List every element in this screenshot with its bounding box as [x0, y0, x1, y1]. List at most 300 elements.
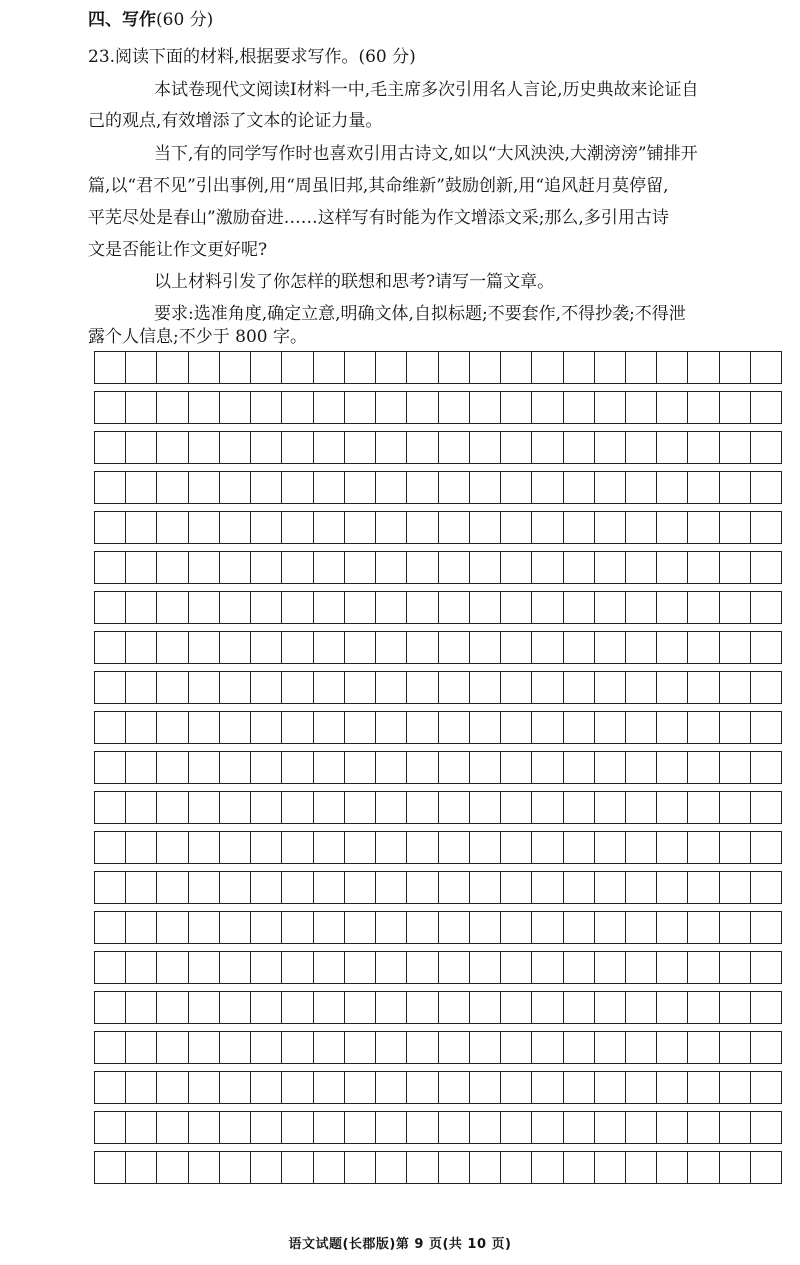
grid-cell[interactable] [156, 872, 187, 903]
grid-cell[interactable] [656, 752, 687, 783]
grid-cell[interactable] [125, 872, 156, 903]
grid-cell[interactable] [531, 872, 562, 903]
grid-cell[interactable] [500, 912, 531, 943]
grid-cell[interactable] [594, 992, 625, 1023]
grid-cell[interactable] [156, 712, 187, 743]
grid-cell[interactable] [531, 992, 562, 1023]
grid-cell[interactable] [313, 432, 344, 463]
grid-cell[interactable] [563, 1112, 594, 1143]
grid-cell[interactable] [219, 1152, 250, 1183]
grid-cell[interactable] [375, 1032, 406, 1063]
grid-cell[interactable] [313, 672, 344, 703]
grid-cell[interactable] [219, 592, 250, 623]
grid-cell[interactable] [125, 672, 156, 703]
grid-cell[interactable] [438, 792, 469, 823]
grid-cell[interactable] [250, 1152, 281, 1183]
grid-cell[interactable] [719, 512, 750, 543]
grid-cell[interactable] [469, 712, 500, 743]
grid-cell[interactable] [219, 472, 250, 503]
grid-cell[interactable] [406, 1032, 437, 1063]
grid-cell[interactable] [750, 912, 782, 943]
grid-cell[interactable] [406, 912, 437, 943]
grid-cell[interactable] [188, 1152, 219, 1183]
grid-cell[interactable] [531, 1072, 562, 1103]
grid-cell[interactable] [719, 832, 750, 863]
grid-cell[interactable] [500, 832, 531, 863]
grid-cell[interactable] [344, 992, 375, 1023]
grid-cell[interactable] [313, 712, 344, 743]
grid-cell[interactable] [406, 712, 437, 743]
grid-cell[interactable] [250, 1032, 281, 1063]
grid-cell[interactable] [500, 352, 531, 383]
grid-cell[interactable] [281, 592, 312, 623]
grid-cell[interactable] [344, 672, 375, 703]
grid-cell[interactable] [250, 592, 281, 623]
grid-cell[interactable] [281, 952, 312, 983]
grid-cell[interactable] [625, 1072, 656, 1103]
grid-cell[interactable] [719, 1072, 750, 1103]
grid-cell[interactable] [469, 1072, 500, 1103]
grid-cell[interactable] [188, 1072, 219, 1103]
grid-cell[interactable] [406, 472, 437, 503]
grid-cell[interactable] [375, 352, 406, 383]
grid-cell[interactable] [344, 1072, 375, 1103]
grid-cell[interactable] [375, 552, 406, 583]
grid-cell[interactable] [156, 632, 187, 663]
grid-cell[interactable] [687, 992, 718, 1023]
grid-cell[interactable] [125, 512, 156, 543]
grid-cell[interactable] [219, 712, 250, 743]
grid-cell[interactable] [250, 832, 281, 863]
grid-cell[interactable] [188, 832, 219, 863]
grid-cell[interactable] [438, 712, 469, 743]
grid-cell[interactable] [469, 632, 500, 663]
grid-cell[interactable] [656, 672, 687, 703]
grid-cell[interactable] [313, 592, 344, 623]
grid-cell[interactable] [750, 672, 782, 703]
grid-cell[interactable] [156, 392, 187, 423]
grid-cell[interactable] [594, 392, 625, 423]
grid-cell[interactable] [750, 1112, 782, 1143]
grid-cell[interactable] [687, 792, 718, 823]
grid-cell[interactable] [281, 352, 312, 383]
grid-cell[interactable] [281, 512, 312, 543]
grid-cell[interactable] [375, 872, 406, 903]
grid-cell[interactable] [281, 912, 312, 943]
grid-cell[interactable] [594, 712, 625, 743]
grid-cell[interactable] [719, 1112, 750, 1143]
grid-cell[interactable] [500, 712, 531, 743]
grid-cell[interactable] [687, 472, 718, 503]
grid-cell[interactable] [500, 792, 531, 823]
grid-cell[interactable] [313, 912, 344, 943]
grid-cell[interactable] [594, 632, 625, 663]
grid-cell[interactable] [94, 1112, 125, 1143]
grid-cell[interactable] [594, 1112, 625, 1143]
grid-cell[interactable] [281, 472, 312, 503]
grid-cell[interactable] [406, 1072, 437, 1103]
grid-cell[interactable] [687, 392, 718, 423]
grid-cell[interactable] [313, 1032, 344, 1063]
grid-cell[interactable] [281, 872, 312, 903]
grid-cell[interactable] [531, 912, 562, 943]
grid-cell[interactable] [344, 1032, 375, 1063]
grid-cell[interactable] [594, 752, 625, 783]
grid-cell[interactable] [250, 352, 281, 383]
grid-cell[interactable] [156, 1032, 187, 1063]
grid-cell[interactable] [750, 432, 782, 463]
grid-cell[interactable] [500, 1152, 531, 1183]
grid-cell[interactable] [500, 1112, 531, 1143]
grid-cell[interactable] [625, 832, 656, 863]
grid-cell[interactable] [125, 432, 156, 463]
grid-cell[interactable] [469, 992, 500, 1023]
grid-cell[interactable] [188, 392, 219, 423]
grid-cell[interactable] [750, 952, 782, 983]
grid-cell[interactable] [594, 552, 625, 583]
grid-cell[interactable] [438, 912, 469, 943]
grid-cell[interactable] [563, 912, 594, 943]
grid-cell[interactable] [469, 752, 500, 783]
grid-cell[interactable] [250, 512, 281, 543]
grid-cell[interactable] [625, 592, 656, 623]
grid-cell[interactable] [156, 592, 187, 623]
grid-cell[interactable] [281, 712, 312, 743]
grid-cell[interactable] [750, 872, 782, 903]
grid-cell[interactable] [125, 952, 156, 983]
grid-cell[interactable] [406, 1152, 437, 1183]
grid-cell[interactable] [438, 1032, 469, 1063]
grid-cell[interactable] [656, 1072, 687, 1103]
grid-cell[interactable] [281, 632, 312, 663]
grid-cell[interactable] [250, 952, 281, 983]
grid-cell[interactable] [219, 432, 250, 463]
writing-grid[interactable] [94, 351, 782, 1191]
grid-cell[interactable] [750, 592, 782, 623]
grid-cell[interactable] [531, 552, 562, 583]
grid-cell[interactable] [500, 392, 531, 423]
grid-cell[interactable] [625, 872, 656, 903]
grid-cell[interactable] [313, 472, 344, 503]
grid-cell[interactable] [156, 672, 187, 703]
grid-cell[interactable] [750, 472, 782, 503]
grid-cell[interactable] [406, 352, 437, 383]
grid-cell[interactable] [687, 432, 718, 463]
grid-cell[interactable] [625, 792, 656, 823]
grid-cell[interactable] [656, 1152, 687, 1183]
grid-cell[interactable] [188, 752, 219, 783]
grid-cell[interactable] [125, 472, 156, 503]
grid-cell[interactable] [625, 392, 656, 423]
grid-cell[interactable] [94, 832, 125, 863]
grid-cell[interactable] [500, 632, 531, 663]
grid-cell[interactable] [563, 512, 594, 543]
grid-cell[interactable] [219, 392, 250, 423]
grid-cell[interactable] [594, 1152, 625, 1183]
grid-cell[interactable] [625, 632, 656, 663]
grid-cell[interactable] [563, 592, 594, 623]
grid-cell[interactable] [94, 1032, 125, 1063]
grid-cell[interactable] [719, 432, 750, 463]
grid-cell[interactable] [156, 992, 187, 1023]
grid-cell[interactable] [406, 792, 437, 823]
grid-cell[interactable] [250, 672, 281, 703]
grid-cell[interactable] [406, 392, 437, 423]
grid-cell[interactable] [375, 992, 406, 1023]
grid-cell[interactable] [563, 712, 594, 743]
grid-cell[interactable] [469, 552, 500, 583]
grid-cell[interactable] [219, 752, 250, 783]
grid-cell[interactable] [563, 872, 594, 903]
grid-cell[interactable] [344, 632, 375, 663]
grid-cell[interactable] [188, 952, 219, 983]
grid-cell[interactable] [531, 1152, 562, 1183]
grid-cell[interactable] [656, 992, 687, 1023]
grid-cell[interactable] [406, 592, 437, 623]
grid-cell[interactable] [281, 992, 312, 1023]
grid-cell[interactable] [94, 792, 125, 823]
grid-cell[interactable] [531, 832, 562, 863]
grid-cell[interactable] [719, 352, 750, 383]
grid-cell[interactable] [313, 352, 344, 383]
grid-cell[interactable] [250, 912, 281, 943]
grid-cell[interactable] [250, 712, 281, 743]
grid-cell[interactable] [625, 1112, 656, 1143]
grid-cell[interactable] [125, 832, 156, 863]
grid-cell[interactable] [438, 552, 469, 583]
grid-cell[interactable] [500, 672, 531, 703]
grid-cell[interactable] [375, 952, 406, 983]
grid-cell[interactable] [219, 992, 250, 1023]
grid-cell[interactable] [375, 472, 406, 503]
grid-cell[interactable] [500, 512, 531, 543]
grid-cell[interactable] [438, 832, 469, 863]
grid-cell[interactable] [750, 392, 782, 423]
grid-cell[interactable] [94, 352, 125, 383]
grid-cell[interactable] [344, 792, 375, 823]
grid-cell[interactable] [563, 672, 594, 703]
grid-cell[interactable] [687, 832, 718, 863]
grid-cell[interactable] [656, 632, 687, 663]
grid-cell[interactable] [344, 352, 375, 383]
grid-cell[interactable] [281, 1152, 312, 1183]
grid-cell[interactable] [125, 752, 156, 783]
grid-cell[interactable] [219, 512, 250, 543]
grid-cell[interactable] [500, 952, 531, 983]
grid-cell[interactable] [656, 1112, 687, 1143]
grid-cell[interactable] [594, 432, 625, 463]
grid-cell[interactable] [438, 1072, 469, 1103]
grid-cell[interactable] [625, 1152, 656, 1183]
grid-cell[interactable] [594, 792, 625, 823]
grid-cell[interactable] [188, 672, 219, 703]
grid-cell[interactable] [531, 512, 562, 543]
grid-cell[interactable] [563, 832, 594, 863]
grid-cell[interactable] [250, 992, 281, 1023]
grid-cell[interactable] [281, 1112, 312, 1143]
grid-cell[interactable] [594, 832, 625, 863]
grid-cell[interactable] [594, 672, 625, 703]
grid-cell[interactable] [219, 912, 250, 943]
grid-cell[interactable] [94, 672, 125, 703]
grid-cell[interactable] [687, 352, 718, 383]
grid-cell[interactable] [188, 352, 219, 383]
grid-cell[interactable] [188, 1112, 219, 1143]
grid-cell[interactable] [125, 912, 156, 943]
grid-cell[interactable] [94, 752, 125, 783]
grid-cell[interactable] [406, 752, 437, 783]
grid-cell[interactable] [281, 432, 312, 463]
grid-cell[interactable] [500, 752, 531, 783]
grid-cell[interactable] [125, 392, 156, 423]
grid-cell[interactable] [687, 712, 718, 743]
grid-cell[interactable] [313, 552, 344, 583]
grid-cell[interactable] [656, 352, 687, 383]
grid-cell[interactable] [531, 952, 562, 983]
grid-cell[interactable] [406, 672, 437, 703]
grid-cell[interactable] [281, 1072, 312, 1103]
grid-cell[interactable] [344, 552, 375, 583]
grid-cell[interactable] [188, 1032, 219, 1063]
grid-cell[interactable] [188, 872, 219, 903]
grid-cell[interactable] [156, 832, 187, 863]
grid-cell[interactable] [594, 872, 625, 903]
grid-cell[interactable] [344, 952, 375, 983]
grid-cell[interactable] [469, 912, 500, 943]
grid-cell[interactable] [94, 552, 125, 583]
grid-cell[interactable] [156, 352, 187, 383]
grid-cell[interactable] [656, 712, 687, 743]
grid-cell[interactable] [719, 992, 750, 1023]
grid-cell[interactable] [531, 1032, 562, 1063]
grid-cell[interactable] [687, 952, 718, 983]
grid-cell[interactable] [313, 1072, 344, 1103]
grid-cell[interactable] [594, 1032, 625, 1063]
grid-cell[interactable] [219, 632, 250, 663]
grid-cell[interactable] [344, 712, 375, 743]
grid-cell[interactable] [156, 752, 187, 783]
grid-cell[interactable] [94, 472, 125, 503]
grid-cell[interactable] [687, 512, 718, 543]
grid-cell[interactable] [156, 952, 187, 983]
grid-cell[interactable] [281, 672, 312, 703]
grid-cell[interactable] [188, 992, 219, 1023]
grid-cell[interactable] [656, 392, 687, 423]
grid-cell[interactable] [469, 1112, 500, 1143]
grid-cell[interactable] [563, 472, 594, 503]
grid-cell[interactable] [500, 432, 531, 463]
grid-cell[interactable] [313, 1152, 344, 1183]
grid-cell[interactable] [188, 472, 219, 503]
grid-cell[interactable] [406, 552, 437, 583]
grid-cell[interactable] [344, 512, 375, 543]
grid-cell[interactable] [406, 432, 437, 463]
grid-cell[interactable] [219, 952, 250, 983]
grid-cell[interactable] [531, 592, 562, 623]
grid-cell[interactable] [344, 592, 375, 623]
grid-cell[interactable] [531, 1112, 562, 1143]
grid-cell[interactable] [750, 552, 782, 583]
grid-cell[interactable] [594, 952, 625, 983]
grid-cell[interactable] [344, 912, 375, 943]
grid-cell[interactable] [531, 392, 562, 423]
grid-cell[interactable] [687, 1112, 718, 1143]
grid-cell[interactable] [656, 552, 687, 583]
grid-cell[interactable] [531, 472, 562, 503]
grid-cell[interactable] [563, 632, 594, 663]
grid-cell[interactable] [750, 1152, 782, 1183]
grid-cell[interactable] [250, 1072, 281, 1103]
grid-cell[interactable] [719, 712, 750, 743]
grid-cell[interactable] [313, 792, 344, 823]
grid-cell[interactable] [188, 432, 219, 463]
grid-cell[interactable] [250, 1112, 281, 1143]
grid-cell[interactable] [719, 552, 750, 583]
grid-cell[interactable] [375, 1112, 406, 1143]
grid-cell[interactable] [656, 472, 687, 503]
grid-cell[interactable] [563, 1072, 594, 1103]
grid-cell[interactable] [219, 832, 250, 863]
grid-cell[interactable] [687, 632, 718, 663]
grid-cell[interactable] [625, 952, 656, 983]
grid-cell[interactable] [687, 1032, 718, 1063]
grid-cell[interactable] [687, 912, 718, 943]
grid-cell[interactable] [94, 912, 125, 943]
grid-cell[interactable] [219, 1112, 250, 1143]
grid-cell[interactable] [563, 1152, 594, 1183]
grid-cell[interactable] [750, 712, 782, 743]
grid-cell[interactable] [531, 792, 562, 823]
grid-cell[interactable] [656, 872, 687, 903]
grid-cell[interactable] [156, 912, 187, 943]
grid-cell[interactable] [625, 1032, 656, 1063]
grid-cell[interactable] [594, 352, 625, 383]
grid-cell[interactable] [563, 752, 594, 783]
grid-cell[interactable] [438, 952, 469, 983]
grid-cell[interactable] [719, 1152, 750, 1183]
grid-cell[interactable] [125, 592, 156, 623]
grid-cell[interactable] [469, 792, 500, 823]
grid-cell[interactable] [531, 632, 562, 663]
grid-cell[interactable] [625, 912, 656, 943]
grid-cell[interactable] [94, 872, 125, 903]
grid-cell[interactable] [406, 872, 437, 903]
grid-cell[interactable] [438, 432, 469, 463]
grid-cell[interactable] [719, 752, 750, 783]
grid-cell[interactable] [656, 512, 687, 543]
grid-cell[interactable] [563, 552, 594, 583]
grid-cell[interactable] [625, 472, 656, 503]
grid-cell[interactable] [313, 832, 344, 863]
grid-cell[interactable] [625, 432, 656, 463]
grid-cell[interactable] [438, 392, 469, 423]
grid-cell[interactable] [313, 752, 344, 783]
grid-cell[interactable] [438, 472, 469, 503]
grid-cell[interactable] [250, 872, 281, 903]
grid-cell[interactable] [563, 792, 594, 823]
grid-cell[interactable] [563, 1032, 594, 1063]
grid-cell[interactable] [438, 672, 469, 703]
grid-cell[interactable] [94, 512, 125, 543]
grid-cell[interactable] [625, 992, 656, 1023]
grid-cell[interactable] [156, 512, 187, 543]
grid-cell[interactable] [750, 632, 782, 663]
grid-cell[interactable] [219, 792, 250, 823]
grid-cell[interactable] [94, 392, 125, 423]
grid-cell[interactable] [219, 552, 250, 583]
grid-cell[interactable] [563, 952, 594, 983]
grid-cell[interactable] [125, 992, 156, 1023]
